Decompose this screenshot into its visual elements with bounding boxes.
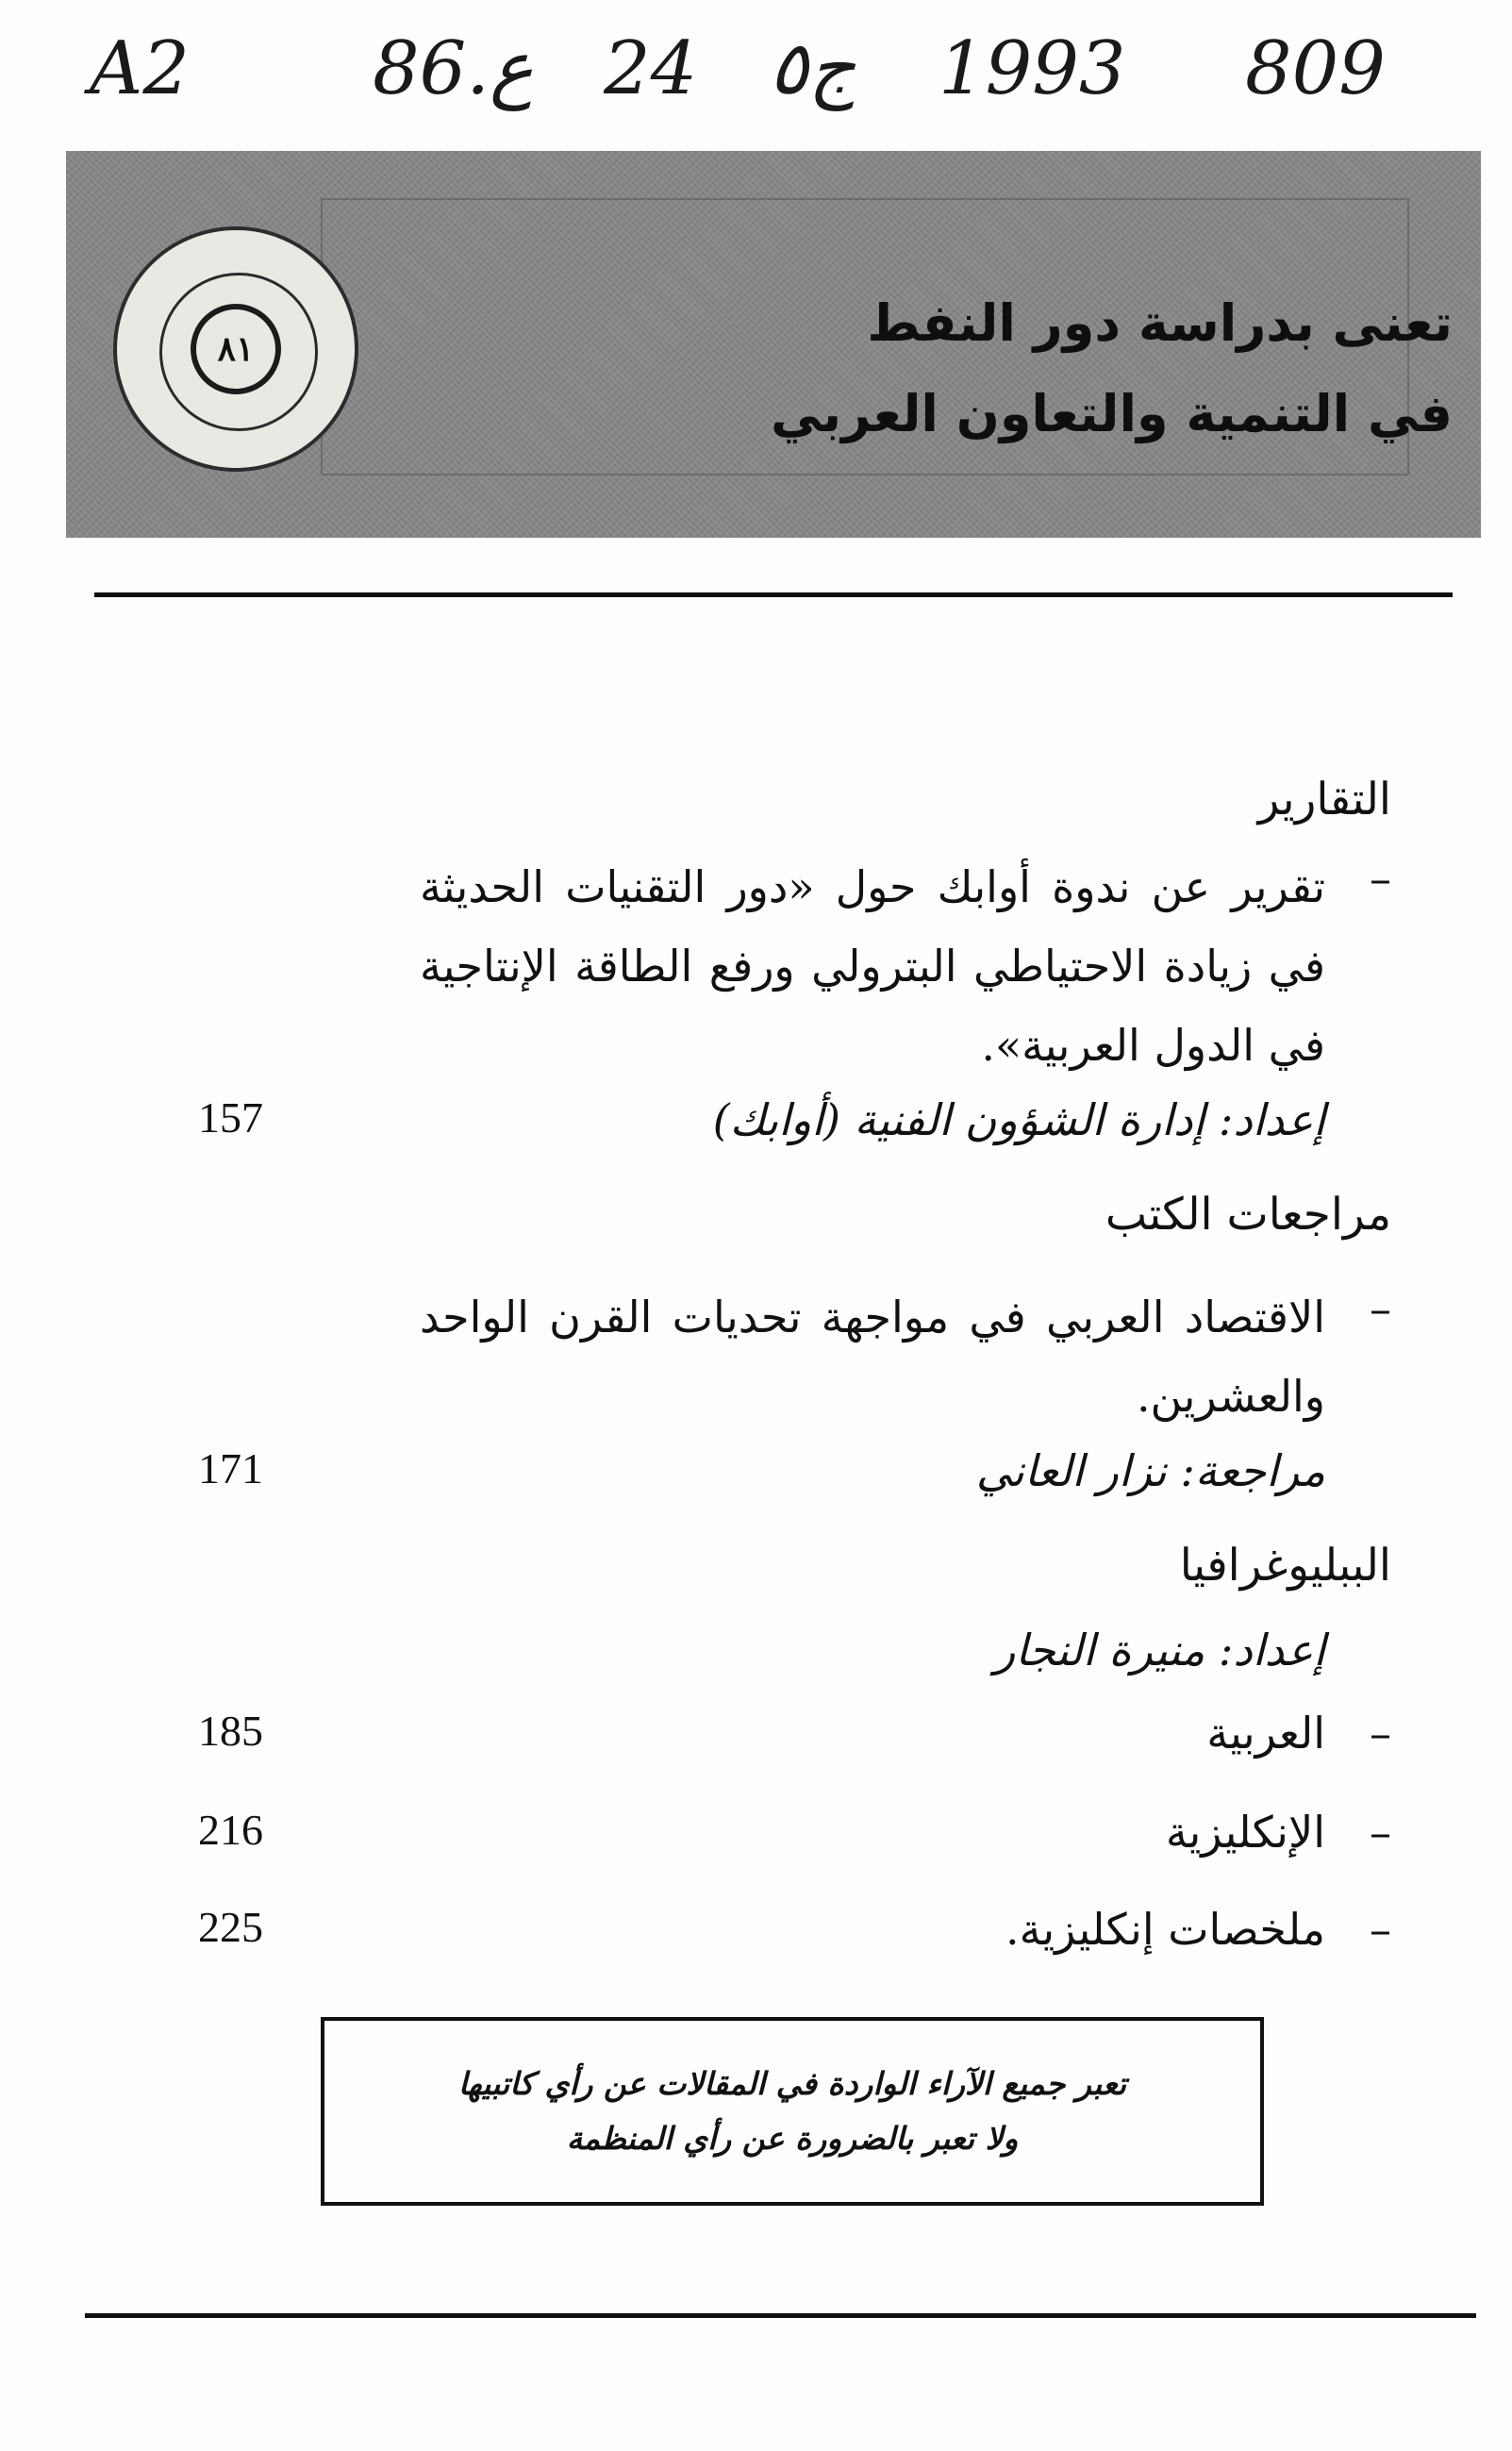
journal-banner xyxy=(66,151,1481,538)
bottom-divider xyxy=(85,2313,1476,2318)
page-number: 216 xyxy=(198,1806,263,1854)
toc-entry-text: تقرير عن ندوة أوابك حول «دور التقنيات الحديثة في زيادة الاحتياطي البترولي ورفع الطاقة الإنتاجية في الدول العربية». xyxy=(420,861,1325,1071)
list-dash: – xyxy=(1370,1283,1391,1334)
annotation-page: 809 xyxy=(1245,26,1386,111)
list-dash: – xyxy=(1370,1904,1391,1955)
banner-tagline xyxy=(509,278,1453,459)
oapec-seal-icon: ٨١ xyxy=(113,226,358,472)
annotation-code: A2 xyxy=(90,26,190,111)
toc-entry-text: ملخصات إنكليزية. xyxy=(1005,1904,1325,1955)
page-number: 157 xyxy=(198,1093,263,1142)
section-title-reports: التقارير xyxy=(1257,774,1391,825)
banner-tagline-line2: في التنمية والتعاون العربي xyxy=(771,384,1453,443)
toc-entry-byline: إعداد: إدارة الشؤون الفنية (أوابك) xyxy=(712,1094,1325,1145)
annotation-ref: 86.ع xyxy=(373,26,534,111)
list-dash: – xyxy=(1370,853,1391,904)
section-title-bibliography: الببليوغرافيا xyxy=(1179,1540,1391,1592)
annotation-issue: ج٥ xyxy=(769,26,856,111)
disclaimer-box xyxy=(321,2017,1264,2206)
list-dash: – xyxy=(1370,1807,1391,1858)
page-number: 225 xyxy=(198,1903,263,1951)
handwritten-annotation xyxy=(90,26,1391,130)
section-title-book-reviews: مراجعات الكتب xyxy=(1105,1189,1391,1241)
annotation-number: 24 xyxy=(604,26,698,111)
toc-entry-text: العربية xyxy=(1206,1708,1325,1759)
table-of-contents xyxy=(189,774,1391,1962)
disclaimer-line1: تعبر جميع الآراء الواردة في المقالات عن رأي كاتبيها xyxy=(457,2065,1127,2102)
page-number: 171 xyxy=(198,1444,263,1492)
disclaimer-line2: ولا تعبر بالضرورة عن رأي المنظمة xyxy=(566,2120,1019,2157)
banner-tagline-line1: تعنى بدراسة دور النفط xyxy=(867,293,1453,353)
toc-entry-text: الإنكليزية xyxy=(1165,1807,1325,1858)
annotation-year: 1993 xyxy=(939,26,1126,111)
top-divider xyxy=(94,592,1453,597)
section-byline: إعداد: منيرة النجار xyxy=(994,1625,1325,1676)
list-dash: – xyxy=(1370,1708,1391,1759)
toc-entry-text: الاقتصاد العربي في مواجهة تحديات القرن الواحد والعشرين. xyxy=(420,1292,1325,1422)
page-number: 185 xyxy=(198,1707,263,1755)
toc-entry-byline: مراجعة: نزار العاني xyxy=(975,1445,1325,1496)
